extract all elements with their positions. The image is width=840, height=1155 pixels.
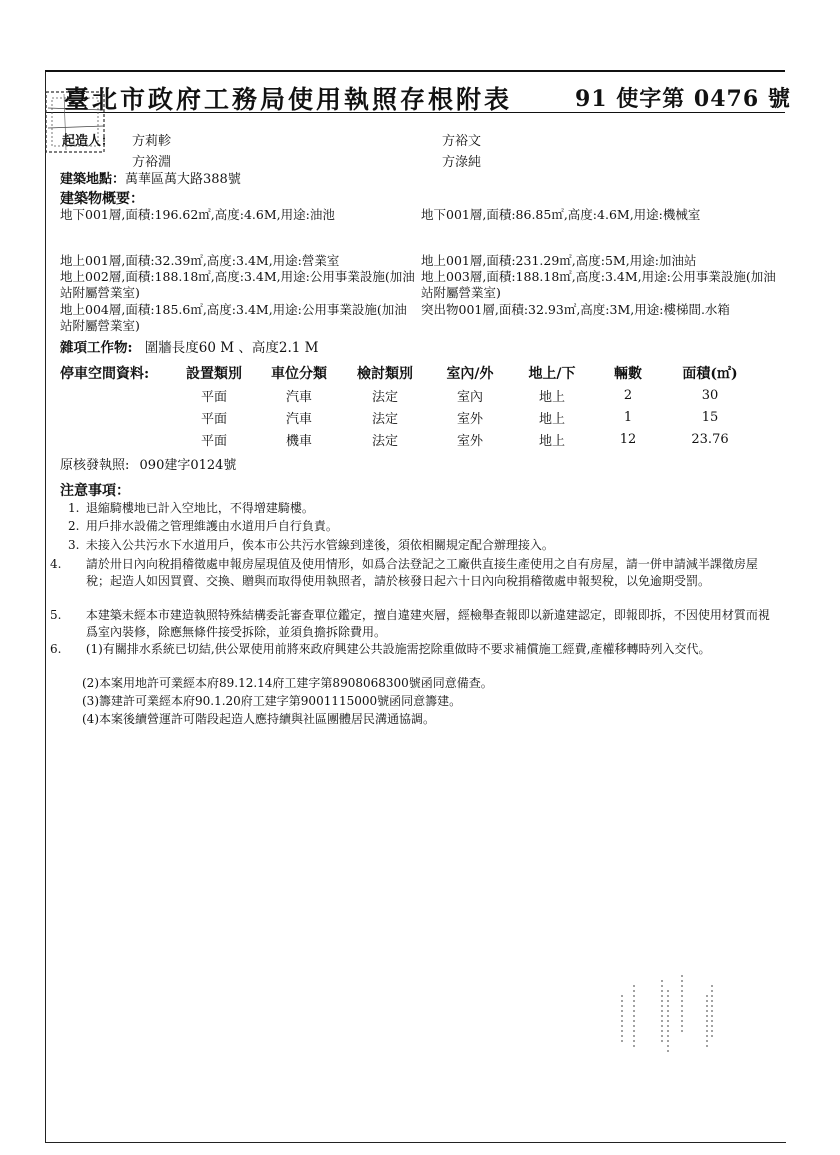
misc-value: 圍牆長度60 M 、高度2.1 M (144, 340, 319, 356)
owner-name: 方莉軫 (132, 134, 172, 149)
original-permit-label: 原核發執照: (60, 458, 130, 473)
table-cell: 平面 (200, 389, 227, 405)
owner-name: 方裕文 (442, 134, 482, 149)
floor-entry: 地下001層,面積:196.62㎡,高度:4.6M,用途:油池 (60, 207, 335, 222)
table-cell: 2 (623, 387, 633, 403)
table-row (60, 406, 756, 428)
note-number: 4. (50, 557, 62, 571)
owner-name: 方淥純 (442, 155, 482, 170)
table-cell: 室內 (456, 389, 483, 405)
original-permit-value: 090建字0124號 (139, 458, 237, 473)
note-number: 2. (68, 519, 80, 533)
table-cell: 法定 (371, 433, 398, 449)
table-cell: 機車 (285, 433, 312, 449)
table-cell: 地上 (538, 411, 565, 427)
table-cell: 1 (623, 409, 633, 425)
permit-number: 91 使字第 0476 號 (575, 86, 791, 112)
note-item (68, 537, 768, 554)
table-cell: 汽車 (285, 411, 312, 427)
floor-entry: 地上001層,面積:32.39㎡,高度:3.4M,用途:營業室 (60, 253, 340, 268)
note-item (50, 641, 778, 658)
note-number: 6. (50, 642, 62, 656)
note-item (68, 518, 768, 535)
address-value: 萬華區萬大路388號 (125, 172, 241, 187)
floor-entry: 地上002層,面積:188.18㎡,高度:3.4M,用途:公用事業設施(加油站附屬營業室) (60, 269, 415, 300)
misc-label: 雜項工作物: (60, 340, 133, 356)
table-row (60, 384, 756, 406)
table-cell: 地上 (538, 433, 565, 449)
parking-header: 檢討類別 (357, 366, 413, 382)
address-row (60, 172, 241, 188)
parking-header: 室內/外 (446, 366, 494, 382)
address-label: 建築地點： (60, 172, 126, 187)
floor-entry: 地上003層,面積:188.18㎡,高度:3.4M,用途:公用事業設施(加油站附屬營業室) (421, 269, 776, 300)
top-rule (45, 70, 785, 72)
note-number: 3. (68, 538, 80, 552)
floor-entry: 地下001層,面積:86.85㎡,高度:4.6M,用途:機械室 (421, 207, 701, 222)
parking-label: 停車空間資料: (60, 366, 150, 382)
note-text: 退縮騎樓地已計入空地比，不得增建騎樓。 (85, 501, 314, 515)
parking-header-row (60, 362, 756, 384)
parking-header: 面積(㎡) (682, 366, 738, 382)
table-cell: 法定 (371, 411, 398, 427)
sub-note: (3)籌建許可業經本府90.1.20府工建字第9001115000號函同意籌建。 (82, 694, 462, 708)
parking-header: 地上/下 (528, 366, 576, 382)
floor-entry: 地上004層,面積:185.6㎡,高度:3.4M,用途:公用事業設施(加油站附屬營業室) (60, 302, 407, 333)
table-cell: 汽車 (285, 389, 312, 405)
table-cell: 法定 (371, 389, 398, 405)
note-number: 5. (50, 608, 62, 622)
owner-name: 方裕淵 (132, 155, 172, 170)
table-row (60, 428, 756, 450)
misc-row (60, 340, 318, 356)
document-title: 臺北市政府工務局使用執照存根附表 (64, 85, 513, 114)
note-text: 請於卅日內向稅捐稽徵處申報房屋現值及使用情形，如爲合法登記之工廠供直接生產使用之自有房屋，請一併申請減半課徵房屋稅；起造人如因買賣、交換、贈與而取得使用執照者，請於核發日起六十日內向稅捐稽徵處申報契稅，以免逾期受罰。 (85, 557, 758, 588)
note-text: (1)有關排水系統已切結,供公眾使用前將來政府興建公共設施需挖除重做時不要求補償施工經費,產權移轉時列入交代。 (85, 642, 711, 656)
note-item (50, 607, 778, 640)
table-cell: 地上 (538, 389, 565, 405)
note-number: 1. (68, 501, 80, 515)
note-text: 本建築未經本市建造執照特殊結構委託審查單位鑑定，擅自違建夾層，經檢舉查報即以新違建認定，即報即拆，不因使用材質而視爲室內裝修，除應無條件接受拆除，並須負擔拆除費用。 (85, 608, 770, 639)
building-label: 建築物概要： (60, 191, 144, 207)
note-text: 用戶排水設備之管理維護由水道用戶自行負責。 (85, 519, 338, 533)
scan-artifact (612, 975, 732, 1060)
sub-note: (2)本案用地許可業經本府89.12.14府工建字第8908068300號函同意備查。 (82, 676, 493, 690)
table-cell: 平面 (200, 411, 227, 427)
table-cell: 23.76 (691, 431, 729, 447)
table-cell: 12 (619, 431, 637, 447)
table-cell: 平面 (200, 433, 227, 449)
note-item (50, 556, 778, 589)
parking-header: 設置類別 (186, 366, 242, 382)
floor-entry: 突出物001層,面積:32.93㎡,高度:3M,用途:樓梯間.水箱 (421, 302, 730, 317)
note-text: 未接入公共污水下水道用戶，俟本市公共污水管線到達後，須依相關規定配合辦理接入。 (85, 538, 554, 552)
parking-header: 輛數 (614, 366, 642, 382)
original-permit-row (60, 458, 236, 474)
table-cell: 30 (701, 387, 719, 403)
notes-heading: 注意事項： (60, 483, 130, 499)
sub-note: (4)本案後續營運許可階段起造人應持續與社區團體居民溝通協調。 (82, 712, 436, 726)
table-cell: 室外 (456, 411, 483, 427)
owner-label: 起造人： (62, 134, 115, 149)
parking-header: 車位分類 (271, 366, 327, 382)
parking-table (60, 362, 756, 450)
table-cell: 15 (701, 409, 719, 425)
note-item (68, 500, 768, 517)
floor-entry: 地上001層,面積:231.29㎡,高度:5M,用途:加油站 (421, 253, 697, 268)
table-cell: 室外 (456, 433, 483, 449)
